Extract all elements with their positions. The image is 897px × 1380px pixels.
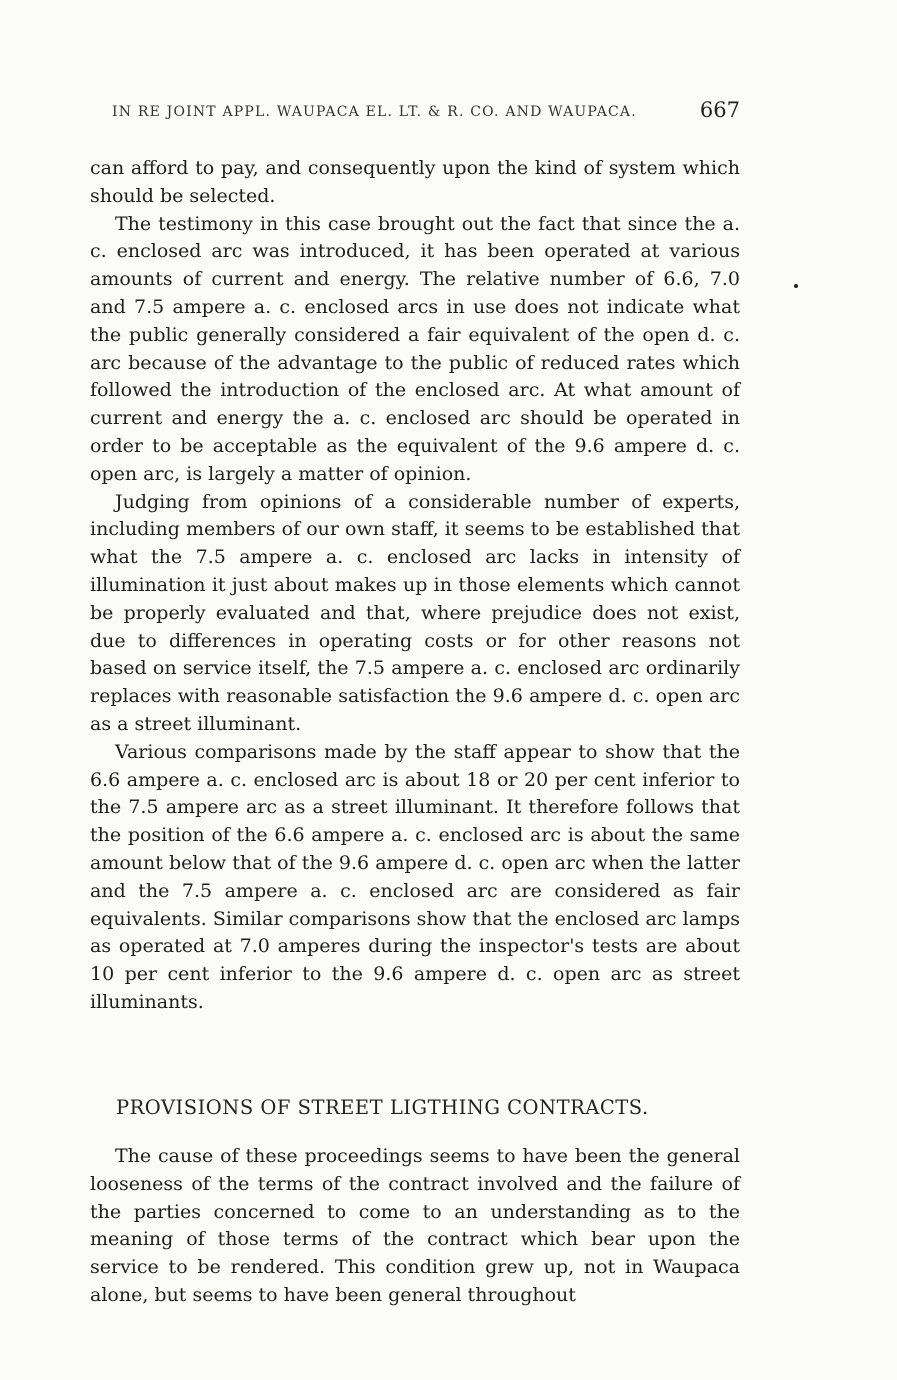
page-header — [112, 98, 740, 130]
paragraph-continued: can afford to pay, and consequently upon the kind of system which should be selected. — [90, 157, 740, 207]
paragraph: The testimony in this case brought out the fact that since the a. c. enclosed arc was introduced, it has been operated at various amounts of current and energy. The relative number of 6.6, 7.0 and 7.5 ampere a. c. enclosed arcs in use does not indicate what the public generally considered a fair equivalent of the open d. c. arc because of the advantage to the public of reduced rates which followed the introduction of the enclosed arc. At what amount of current and energy the a. c. enclosed arc should be operated in order to be acceptable as the equivalent of the 9.6 ampere d. c. open arc, is largely a matter of opinion. — [90, 212, 740, 485]
section-body — [90, 1143, 740, 1310]
paragraph: Judging from opinions of a considerable number of experts, including members of our own staff, it seems to be established that what the 7.5 ampere a. c. enclosed arc lacks in intensity of illumination it just about makes up in those elements which cannot be properly evaluated and that, where prejudice does not exist, due to differences in operating costs or for other reasons not based on service itself, the 7.5 ampere a. c. enclosed arc ordinarily replaces with reasonable satisfaction the 9.6 ampere d. c. open arc as a street illuminant. — [90, 490, 740, 735]
margin-speck — [794, 284, 798, 288]
paragraph: Various comparisons made by the staff appear to show that the 6.6 ampere a. c. enclosed arc is about 18 or 20 per cent inferior to the 7.5 ampere arc as a street illuminant. It therefore follows that the position of the 6.6 ampere a. c. enclosed arc is about the same amount below that of the 9.6 ampere d. c. open arc when the latter and the 7.5 ampere a. c. enclosed arc are considered as fair equivalents. Similar comparisons show that the enclosed arc lamps as operated at 7.0 amperes during the inspector's tests are about 10 per cent inferior to the 9.6 ampere d. c. open arc as street illuminants. — [90, 740, 740, 1013]
page-number: 667 — [699, 98, 740, 122]
running-head: IN RE JOINT APPL. WAUPACA EL. LT. & R. CO. AND WAUPACA. — [112, 104, 637, 120]
body-text — [90, 155, 740, 1017]
paragraph: The cause of these proceedings seems to have been the general looseness of the terms of the contract involved and the failure of the parties concerned to come to an understanding as to the meaning of those terms of the contract which bear upon the service to be rendered. This condition grew up, not in Waupaca alone, but seems to have been general throughout — [90, 1145, 740, 1306]
section-heading: PROVISIONS OF STREET LIGTHING CONTRACTS. — [116, 1096, 649, 1119]
